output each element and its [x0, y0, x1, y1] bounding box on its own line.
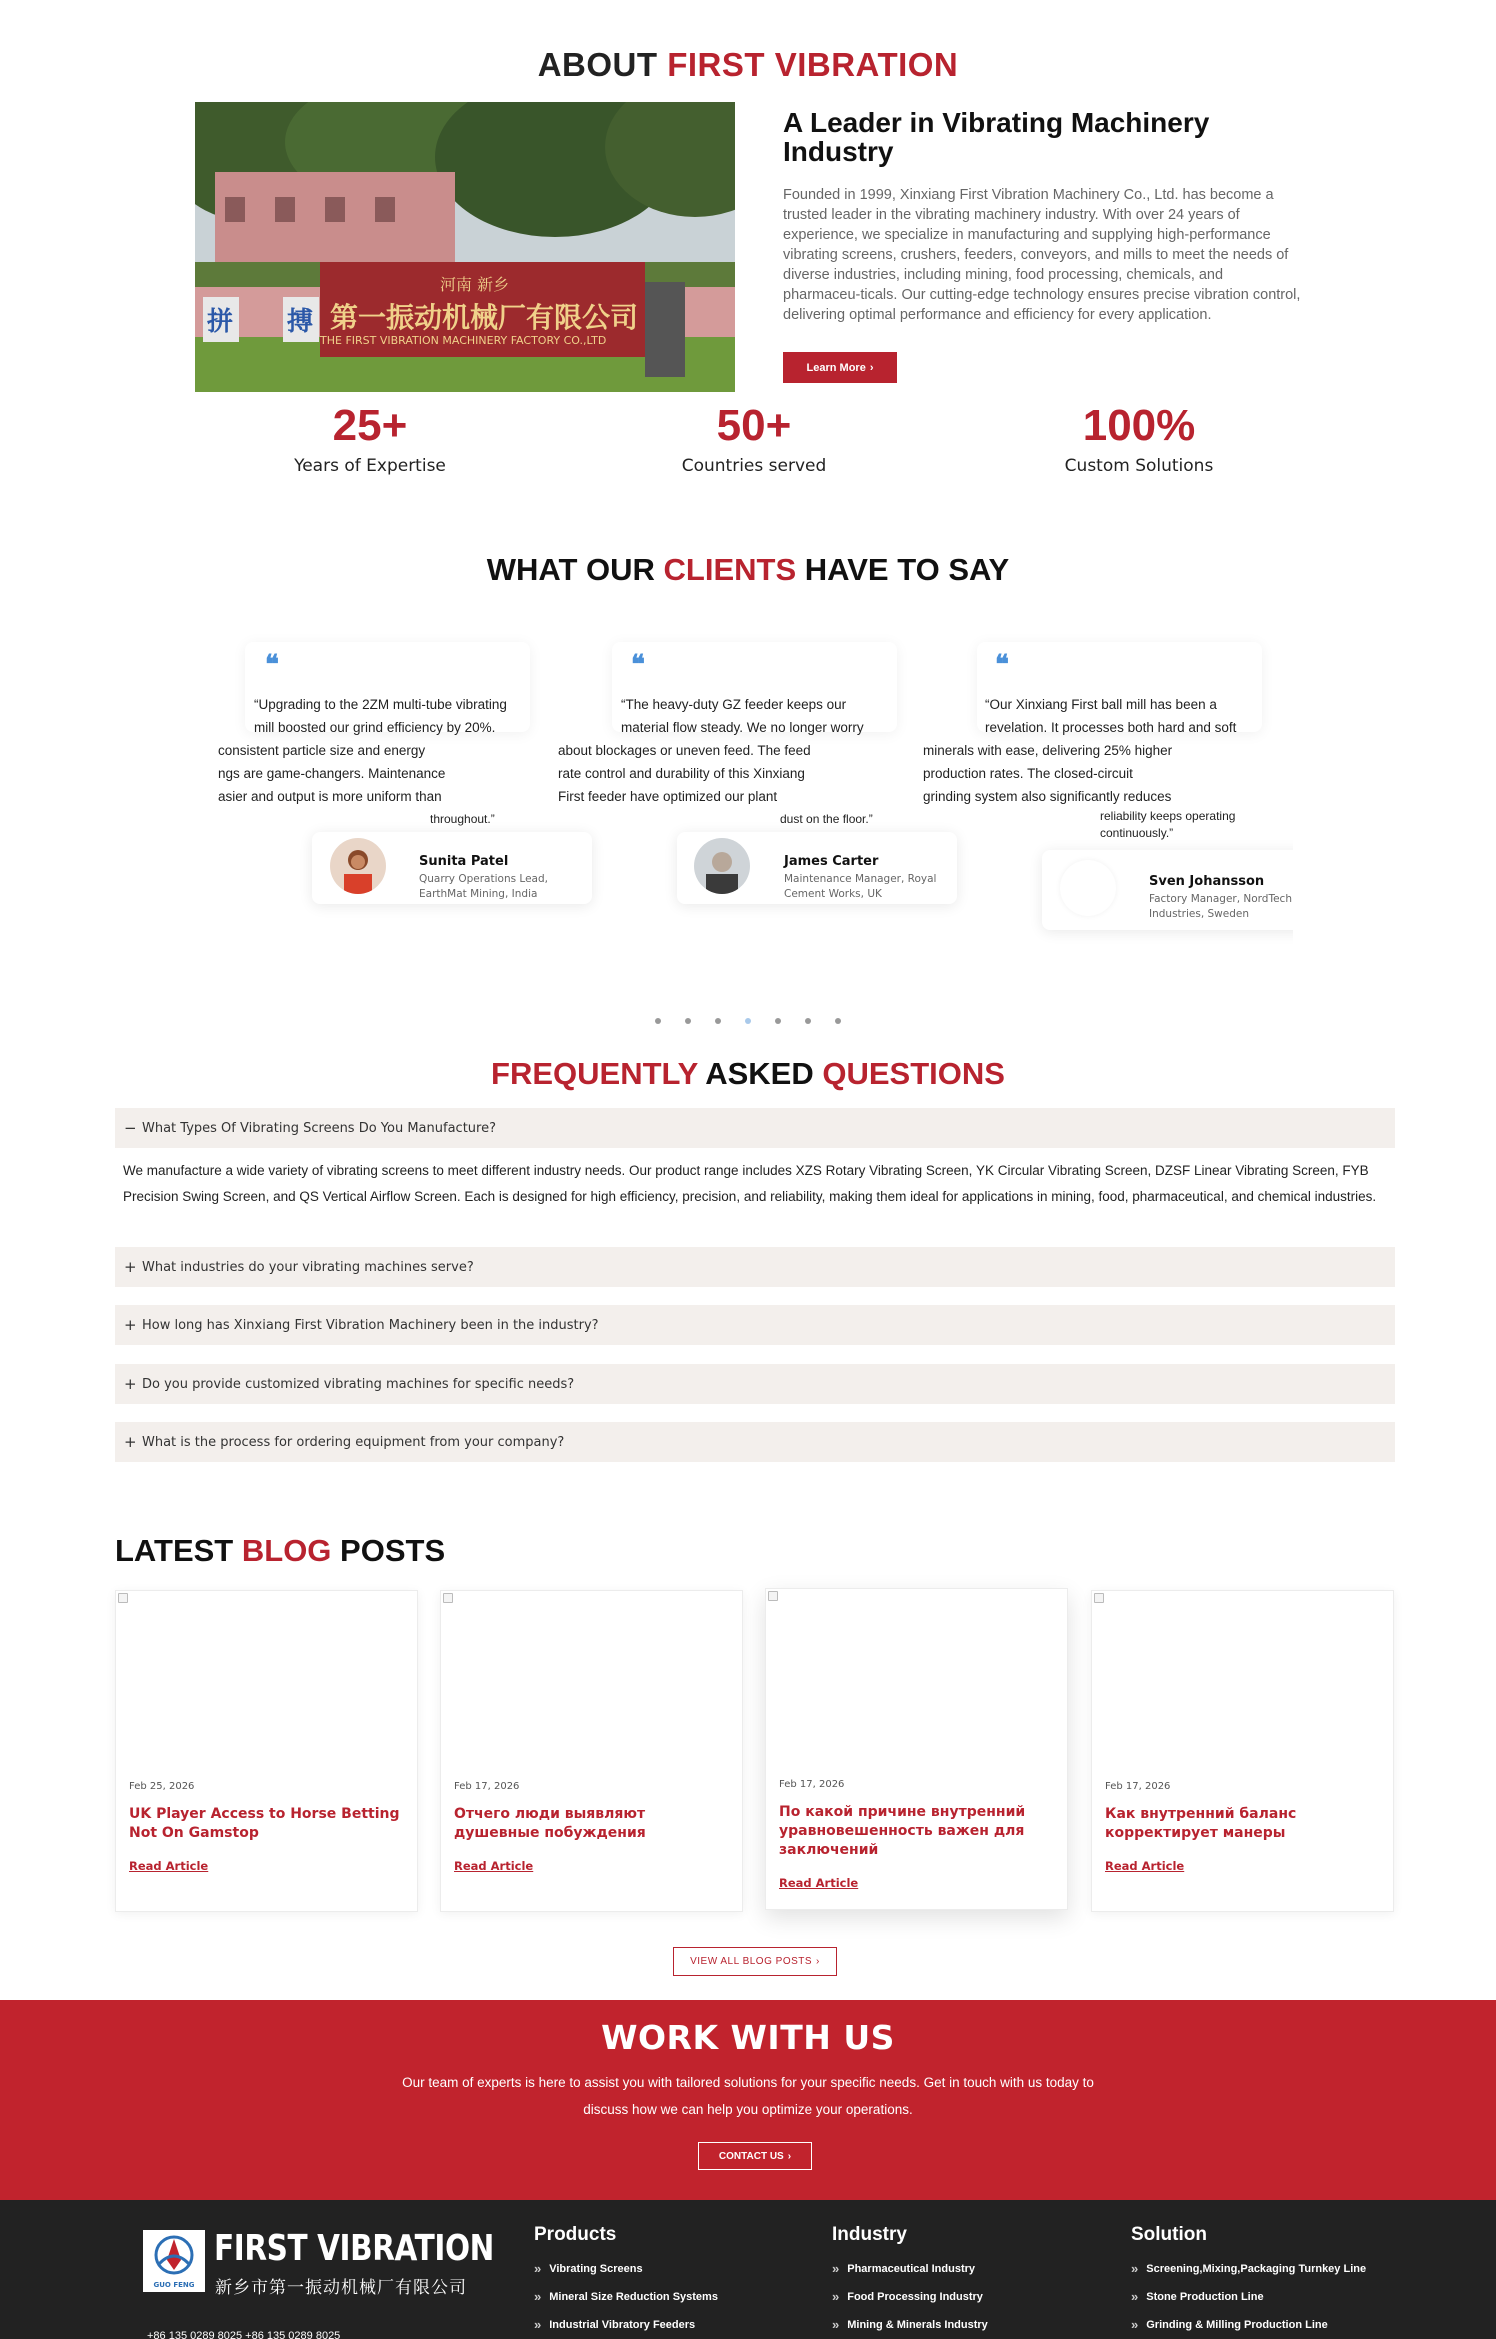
sign-top-text: 河南 新乡 [440, 275, 510, 294]
footer-link-label: Food Processing Industry [847, 2290, 983, 2303]
footer-link[interactable] [832, 2317, 988, 2332]
plus-icon: + [124, 1433, 137, 1451]
quote-icon: ❝ [265, 650, 279, 680]
work-title: WORK WITH US [601, 2018, 895, 2057]
double-chevron-icon: » [1131, 2317, 1139, 2332]
footer-link-label: Pharmaceutical Industry [847, 2262, 976, 2275]
read-article-link[interactable]: Read Article [129, 1859, 209, 1873]
stat-custom [979, 402, 1299, 476]
double-chevron-icon: » [1131, 2261, 1139, 2276]
testimonials-title-part: WHAT OUR [486, 552, 664, 587]
carousel-pagination [0, 1018, 1496, 1024]
testimonial-text-line: ngs are game-changers. Maintenance [218, 766, 446, 781]
blog-title [115, 1533, 445, 1569]
logo-icon [143, 2230, 205, 2292]
double-chevron-icon: » [832, 2289, 840, 2304]
footer-column-title: Products [534, 2224, 617, 2245]
footer-link[interactable] [1131, 2261, 1366, 2276]
faq-title-accent: FREQUENTLY [491, 1056, 698, 1091]
footer-link-label: Screening,Mixing,Packaging Turnkey Line [1146, 2262, 1367, 2275]
author-role: Maintenance Manager, Royal [784, 873, 937, 885]
testimonial-text-line: about blockages or uneven feed. The feed [558, 743, 811, 758]
blog-card[interactable] [115, 1590, 418, 1912]
blog-title-part: LATEST [115, 1533, 242, 1568]
faq-question: Do you provide customized vibrating machines for specific needs? [142, 1376, 575, 1392]
blog-date: Feb 17, 2026 [1105, 1781, 1171, 1792]
testimonial-text-line: consistent particle size and energy [218, 743, 426, 758]
footer-link-label: Mineral Size Reduction Systems [549, 2290, 718, 2303]
stat-value: 50+ [716, 401, 792, 450]
footer-link[interactable] [534, 2289, 718, 2304]
footer-link-label: Vibrating Screens [549, 2262, 643, 2275]
testimonial-text-line: dust on the floor.” [780, 812, 873, 826]
testimonials-title-part: HAVE TO SAY [796, 552, 1010, 587]
blog-headline[interactable]: Как внутренний баланс корректирует манеры [1105, 1806, 1297, 1841]
footer-link-label: Mining & Minerals Industry [847, 2318, 988, 2331]
double-chevron-icon: » [534, 2317, 542, 2332]
testimonial-text-line: minerals with ease, delivering 25% higher [923, 743, 1173, 758]
avatar [694, 838, 750, 894]
sign-main-text: 第一振动机械厂有限公司 [330, 301, 639, 334]
carousel-dot[interactable] [775, 1018, 781, 1024]
author-name: Sven Johansson [1149, 874, 1265, 889]
avatar-image [694, 838, 750, 894]
broken-image-icon [768, 1591, 778, 1601]
carousel-dot[interactable] [715, 1018, 721, 1024]
minus-icon: − [124, 1119, 137, 1137]
testimonial-text-line: mill boosted our grind efficiency by 20%. [254, 720, 496, 735]
testimonial-text-line: throughout.” [430, 812, 495, 826]
author-role: Industries, Sweden [1149, 908, 1249, 920]
double-chevron-icon: » [1131, 2289, 1139, 2304]
quote-icon: ❝ [631, 650, 645, 680]
sign-left-char-1: 拼 [207, 307, 234, 337]
faq-question: What industries do your vibrating machines serve? [142, 1259, 474, 1275]
carousel-dot[interactable] [655, 1018, 661, 1024]
footer-link[interactable] [534, 2261, 643, 2276]
footer-column-title: Solution [1131, 2224, 1207, 2245]
factory-photo [195, 102, 735, 392]
footer-link[interactable] [534, 2317, 695, 2332]
blog-headline[interactable]: Отчего люди выявляют душевные побуждения [454, 1806, 646, 1841]
blog-headline[interactable]: UK Player Access to Horse Betting Not On Gamstop [129, 1806, 400, 1841]
author-name: James Carter [784, 854, 879, 869]
carousel-edge-mask [1293, 632, 1496, 962]
carousel-dot[interactable] [805, 1018, 811, 1024]
testimonial-text-line: material flow steady. We no longer worry [621, 720, 864, 735]
double-chevron-icon: » [832, 2317, 840, 2332]
faq-item[interactable] [115, 1305, 1395, 1345]
carousel-dot-active[interactable] [745, 1018, 751, 1024]
plus-icon: + [124, 1258, 137, 1276]
faq-answer: We manufacture a wide variety of vibrating screens to meet different industry needs. Our product range includes XZS Rotary Vibrating Screen, YK Circular Vibrating Screen, DZSF Linear Vibrating Screen, FYB Precision Swing Screen, and QS Vertical Airflow Screen. Each is designed for high efficiency, precision, and reliability, making them ideal for applications in mining, food, pharmaceutical, and chemical industries. [123, 1163, 1377, 1204]
plus-icon: + [124, 1316, 137, 1334]
author-role: Factory Manager, NordTech [1149, 893, 1292, 905]
avatar [1060, 860, 1116, 916]
testimonials-title-accent: CLIENTS [663, 552, 797, 587]
blog-date: Feb 25, 2026 [129, 1781, 195, 1792]
contact-us-button[interactable] [698, 2142, 812, 2170]
testimonial-text-line: “Our Xinxiang First ball mill has been a [985, 697, 1217, 712]
about-description: Founded in 1999, Xinxiang First Vibration Machinery Co., Ltd. has become a trusted leader in the vibrating machinery industry. With over 24 years of experience, we specialize in manufacturing and supplying high-performance vibrating screens, crushers, feeders, conveyors, and mills to meet the needs of diverse industries, including mining, food processing, chemicals, and pharmaceu-ticals. Our cutting-edge technology ensures precise vibration control, delivering optimal performance and efficiency for every application. [783, 187, 1301, 323]
avatar-image [330, 838, 386, 894]
testimonial-text-line: “Upgrading to the 2ZM multi-tube vibrating [254, 697, 507, 712]
faq-question: What is the process for ordering equipment from your company? [142, 1434, 565, 1450]
stat-value: 100% [1082, 401, 1196, 450]
footer-link[interactable] [1131, 2289, 1264, 2304]
faq-item-open[interactable] [115, 1108, 1395, 1148]
faq-title [0, 1056, 1496, 1092]
contact-us-label: CONTACT US [718, 2150, 784, 2162]
logo-caption: GUO FENG [153, 2281, 195, 2289]
faq-title-accent: QUESTIONS [822, 1056, 1005, 1091]
chevron-right-icon: › [869, 361, 874, 374]
broken-image-icon [1094, 1593, 1104, 1603]
chevron-right-icon: › [816, 1956, 820, 1967]
blog-card[interactable] [1091, 1590, 1394, 1912]
about-title [0, 46, 1496, 84]
double-chevron-icon: » [534, 2289, 542, 2304]
broken-image-icon [443, 1593, 453, 1603]
read-article-link[interactable]: Read Article [779, 1876, 859, 1890]
stat-label: Countries served [681, 456, 827, 477]
footer-link[interactable] [1131, 2317, 1328, 2332]
view-all-label: VIEW ALL BLOG POSTS [690, 1956, 813, 1967]
blog-title-part: POSTS [331, 1533, 446, 1568]
carousel-dot[interactable] [685, 1018, 691, 1024]
testimonial-text-line: revelation. It processes both hard and soft [985, 720, 1237, 735]
read-article-link[interactable]: Read Article [1105, 1859, 1185, 1873]
author-role: Quarry Operations Lead, [419, 873, 548, 885]
about-title-accent: FIRST VIBRATION [667, 46, 959, 83]
sign-left-char-2: 搏 [287, 307, 314, 337]
testimonial-text-line: rate control and durability of this Xinxiang [558, 766, 805, 781]
view-all-posts-button[interactable] [673, 1947, 837, 1976]
plus-icon: + [124, 1375, 137, 1393]
blog-card[interactable] [440, 1590, 743, 1912]
testimonial-text-line: production rates. The closed-circuit [923, 766, 1133, 781]
stat-years [210, 402, 530, 476]
sign-sub-text: THE FIRST VIBRATION MACHINERY FACTORY CO.,LTD [320, 334, 607, 347]
quote-icon: ❝ [995, 650, 1009, 680]
chevron-right-icon: › [787, 2150, 792, 2162]
footer-link-label: Stone Production Line [1146, 2290, 1264, 2303]
faq-item[interactable] [115, 1422, 1395, 1462]
work-with-us-section [0, 2000, 1496, 2200]
testimonial-text-line: “The heavy-duty GZ feeder keeps our [621, 697, 847, 712]
blog-date: Feb 17, 2026 [779, 1779, 845, 1790]
factory-photo-illustration [195, 102, 735, 392]
testimonial-text-line: reliability keeps operating continuously.” [1100, 809, 1236, 840]
broken-image-icon [118, 1593, 128, 1603]
testimonial-text-line: grinding system also significantly reduces [923, 789, 1172, 804]
blog-date: Feb 17, 2026 [454, 1781, 520, 1792]
avatar [330, 838, 386, 894]
footer-phone[interactable]: +86 135 0289 8025 +86 135 0289 8025 [147, 2330, 341, 2339]
faq-item[interactable] [115, 1364, 1395, 1404]
blog-title-accent: BLOG [241, 1533, 332, 1568]
stat-value: 25+ [332, 401, 408, 450]
read-article-link[interactable]: Read Article [454, 1859, 534, 1873]
double-chevron-icon: » [534, 2261, 542, 2276]
author-name: Sunita Patel [419, 854, 509, 869]
testimonial-text-line: asier and output is more uniform than [218, 789, 442, 804]
footer-link-label: Grinding & Milling Production Line [1146, 2318, 1328, 2331]
faq-item[interactable] [115, 1247, 1395, 1287]
faq-title-part: ASKED [697, 1056, 823, 1091]
about-title-part: ABOUT [537, 46, 668, 83]
faq-question: How long has Xinxiang First Vibration Machinery been in the industry? [142, 1317, 599, 1333]
double-chevron-icon: » [832, 2261, 840, 2276]
faq-question: What Types Of Vibrating Screens Do You Manufacture? [142, 1120, 496, 1136]
learn-more-button[interactable] [783, 352, 897, 383]
stat-countries [594, 402, 914, 476]
brand-name: FIRST VIBRATION [214, 2228, 494, 2269]
about-heading: A Leader in Vibrating Machinery Industry [783, 107, 1210, 168]
footer-link-label: Industrial Vibratory Feeders [549, 2318, 696, 2331]
stat-label: Years of Expertise [294, 456, 446, 477]
footer [0, 2200, 1496, 2339]
testimonials-title [0, 552, 1496, 588]
blog-headline[interactable]: По какой причине внутренний уравновешенность важен для заключений [779, 1804, 1026, 1858]
footer-column-title: Industry [832, 2224, 907, 2245]
brand-logo[interactable] [143, 2230, 205, 2292]
footer-link[interactable] [832, 2261, 975, 2276]
author-role: EarthMat Mining, India [419, 888, 538, 900]
testimonial-carousel[interactable] [0, 632, 1496, 962]
testimonial-text-line: First feeder have optimized our plant [558, 789, 778, 804]
work-text: Our team of experts is here to assist you with tailored solutions for your specific needs. Get in touch with us today to discuss how we can help you optimize your operations. [402, 2075, 1094, 2117]
blog-card[interactable] [765, 1588, 1068, 1910]
footer-link[interactable] [832, 2289, 983, 2304]
carousel-dot[interactable] [835, 1018, 841, 1024]
stat-label: Custom Solutions [1064, 456, 1214, 477]
author-role: Cement Works, UK [784, 888, 882, 900]
learn-more-label: Learn More [806, 361, 866, 374]
brand-subtitle: 新乡市第一振动机械厂有限公司 [215, 2278, 467, 2297]
